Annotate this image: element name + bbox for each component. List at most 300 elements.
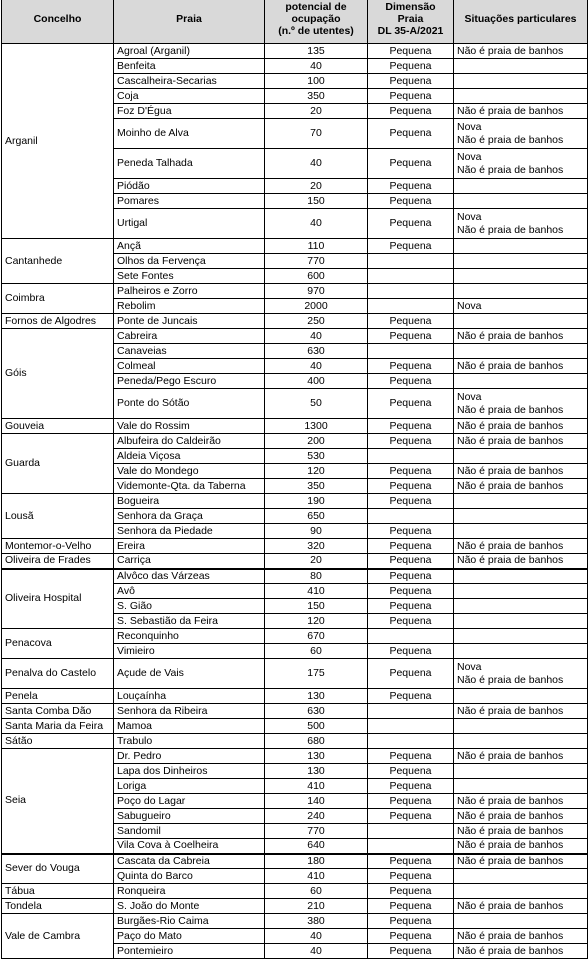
potencial-cell: 20 [265, 554, 368, 569]
situacoes-cell [454, 344, 588, 359]
situacao-text: Não é praia de banhos [457, 704, 564, 717]
situacoes-cell [454, 89, 588, 104]
dimensao-cell: Pequena [368, 689, 454, 704]
situacoes-cell [454, 374, 588, 389]
situacoes-cell [454, 749, 588, 764]
dimensao-cell: Pequena [368, 644, 454, 659]
potencial-cell: 130 [265, 749, 368, 764]
dimensao-cell: Pequena [368, 314, 454, 329]
potencial-cell: 40 [265, 209, 368, 239]
praia-cell: Lapa dos Dinheiros [114, 764, 265, 779]
situacao-text: Não é praia de banhos [457, 419, 564, 432]
potencial-cell: 410 [265, 869, 368, 884]
potencial-cell: 20 [265, 104, 368, 119]
header-dimensao [368, 0, 454, 44]
praia-cell: Agroal (Arganil) [114, 44, 265, 59]
table-row [2, 899, 588, 914]
praia-cell: Dr. Pedro [114, 749, 265, 764]
situacoes-cell [454, 449, 588, 464]
header-row [2, 0, 588, 44]
situacoes-cell [454, 389, 588, 419]
praia-cell: Trabulo [114, 734, 265, 749]
concelho-cell: Santa Maria da Feira [2, 719, 114, 734]
situacoes-cell [454, 539, 588, 554]
situacoes-cell [454, 929, 588, 944]
praia-cell: Poço do Lagar [114, 794, 265, 809]
potencial-cell: 40 [265, 944, 368, 959]
dimensao-cell: Pequena [368, 209, 454, 239]
concelho-cell: Fornos de Algodres [2, 314, 114, 329]
dimensao-cell: Pequena [368, 554, 454, 569]
header-potencial [265, 0, 368, 44]
situacao-text: Não é praia de banhos [457, 403, 564, 416]
situacao-text: Nova [457, 660, 482, 673]
dimensao-cell [368, 719, 454, 734]
situacao-text: Nova [457, 120, 482, 133]
concelho-cell: Seia [2, 749, 114, 854]
situacoes-cell [454, 884, 588, 899]
situacoes-cell [454, 74, 588, 89]
situacoes-cell [454, 119, 588, 149]
praia-cell: Bogueira [114, 494, 265, 509]
potencial-cell: 190 [265, 494, 368, 509]
potencial-cell: 135 [265, 44, 368, 59]
table-row [2, 749, 588, 764]
praia-cell: Ronqueira [114, 884, 265, 899]
situacoes-cell [454, 869, 588, 884]
dimensao-cell: Pequena [368, 614, 454, 629]
potencial-cell: 400 [265, 374, 368, 389]
potencial-cell: 630 [265, 704, 368, 719]
praia-cell: S. Gião [114, 599, 265, 614]
concelho-cell: Arganil [2, 44, 114, 239]
dimensao-cell: Pequena [368, 194, 454, 209]
praia-cell: S. Sebastião da Feira [114, 614, 265, 629]
praia-cell: Ponte do Sótão [114, 389, 265, 419]
potencial-cell: 640 [265, 839, 368, 854]
potencial-cell: 100 [265, 74, 368, 89]
praia-cell: Ançã [114, 239, 265, 254]
potencial-cell: 40 [265, 929, 368, 944]
potencial-cell: 1300 [265, 419, 368, 434]
concelho-cell: Oliveira Hospital [2, 569, 114, 629]
concelho-cell: Penalva do Castelo [2, 659, 114, 689]
potencial-cell: 20 [265, 179, 368, 194]
potencial-cell: 150 [265, 194, 368, 209]
table-row [2, 494, 588, 509]
praia-cell: Piódão [114, 179, 265, 194]
situacoes-cell [454, 44, 588, 59]
dimensao-cell [368, 254, 454, 269]
dimensao-cell: Pequena [368, 329, 454, 344]
situacao-text: Não é praia de banhos [457, 824, 564, 837]
situacoes-cell [454, 899, 588, 914]
table-row [2, 659, 588, 689]
situacoes-cell [454, 779, 588, 794]
dimensao-cell: Pequena [368, 524, 454, 539]
situacoes-cell [454, 149, 588, 179]
potencial-cell: 110 [265, 239, 368, 254]
dimensao-cell: Pequena [368, 59, 454, 74]
praia-cell: Mamoa [114, 719, 265, 734]
potencial-cell: 40 [265, 59, 368, 74]
dimensao-cell: Pequena [368, 104, 454, 119]
situacao-text: Não é praia de banhos [457, 929, 564, 942]
situacoes-cell [454, 494, 588, 509]
table-row [2, 629, 588, 644]
situacoes-cell [454, 329, 588, 344]
concelho-cell: Tondela [2, 899, 114, 914]
dimensao-cell [368, 629, 454, 644]
potencial-cell: 770 [265, 254, 368, 269]
potencial-cell: 630 [265, 344, 368, 359]
dimensao-cell [368, 344, 454, 359]
potencial-cell: 500 [265, 719, 368, 734]
potencial-cell: 650 [265, 509, 368, 524]
situacoes-cell [454, 209, 588, 239]
table-row [2, 314, 588, 329]
praia-cell: Pomares [114, 194, 265, 209]
praia-cell: Peneda/Pego Escuro [114, 374, 265, 389]
dimensao-cell: Pequena [368, 359, 454, 374]
praia-cell: Cascata da Cabreia [114, 854, 265, 869]
table-row [2, 719, 588, 734]
situacoes-cell [454, 659, 588, 689]
praia-cell: Vale do Mondego [114, 464, 265, 479]
praia-cell: Louçaínha [114, 689, 265, 704]
dimensao-cell: Pequena [368, 89, 454, 104]
situacao-text: Não é praia de banhos [457, 839, 564, 852]
dimensao-cell: Pequena [368, 419, 454, 434]
dimensao-cell [368, 704, 454, 719]
praia-cell: Moinho de Alva [114, 119, 265, 149]
table-row [2, 434, 588, 449]
situacoes-cell [454, 434, 588, 449]
situacoes-cell [454, 569, 588, 584]
praia-cell: Albufeira do Caldeirão [114, 434, 265, 449]
situacao-text: Não é praia de banhos [457, 554, 564, 567]
praia-cell: Canaveias [114, 344, 265, 359]
potencial-cell: 90 [265, 524, 368, 539]
potencial-cell: 60 [265, 884, 368, 899]
praia-cell: Vila Cova à Coelheira [114, 839, 265, 854]
potencial-cell: 130 [265, 689, 368, 704]
dimensao-cell: Pequena [368, 764, 454, 779]
praia-cell: Burgães-Rio Caima [114, 914, 265, 929]
header-concelho: Concelho [2, 0, 114, 44]
dimensao-cell: Pequena [368, 869, 454, 884]
dimensao-cell: Pequena [368, 434, 454, 449]
concelho-cell: Tábua [2, 884, 114, 899]
concelho-cell: Guarda [2, 434, 114, 494]
situacoes-cell [454, 599, 588, 614]
concelho-cell: Cantanhede [2, 239, 114, 284]
concelho-cell: Santa Comba Dão [2, 704, 114, 719]
situacoes-cell [454, 944, 588, 959]
dimensao-cell: Pequena [368, 149, 454, 179]
situacoes-cell [454, 284, 588, 299]
potencial-cell: 410 [265, 779, 368, 794]
situacoes-cell [454, 839, 588, 854]
dimensao-cell [368, 284, 454, 299]
header-dimensao-line: Dimensão [385, 1, 436, 13]
praia-cell: Loriga [114, 779, 265, 794]
dimensao-cell [368, 269, 454, 284]
dimensao-cell: Pequena [368, 929, 454, 944]
situacoes-cell [454, 794, 588, 809]
situacoes-cell [454, 854, 588, 869]
situacoes-cell [454, 464, 588, 479]
concelho-cell: Sever do Vouga [2, 854, 114, 884]
potencial-cell: 150 [265, 599, 368, 614]
situacoes-cell [454, 704, 588, 719]
dimensao-cell: Pequena [368, 119, 454, 149]
potencial-cell: 60 [265, 644, 368, 659]
header-potencial-line: ocupação [291, 13, 341, 25]
situacao-text: Não é praia de banhos [457, 809, 564, 822]
potencial-cell: 680 [265, 734, 368, 749]
situacoes-cell [454, 914, 588, 929]
potencial-cell: 970 [265, 284, 368, 299]
situacao-text: Não é praia de banhos [457, 44, 564, 57]
dimensao-cell: Pequena [368, 854, 454, 869]
situacoes-cell [454, 719, 588, 734]
dimensao-cell: Pequena [368, 944, 454, 959]
dimensao-cell: Pequena [368, 239, 454, 254]
concelho-cell: Góis [2, 329, 114, 419]
situacoes-cell [454, 269, 588, 284]
potencial-cell: 530 [265, 449, 368, 464]
concelho-cell: Lousã [2, 494, 114, 539]
potencial-cell: 120 [265, 614, 368, 629]
table-body [2, 44, 588, 959]
situacao-text: Não é praia de banhos [457, 539, 564, 552]
potencial-cell: 380 [265, 914, 368, 929]
praia-cell: Senhora da Piedade [114, 524, 265, 539]
situacoes-cell [454, 419, 588, 434]
situacao-text: Nova [457, 150, 482, 163]
situacao-text: Não é praia de banhos [457, 329, 564, 342]
situacao-text: Não é praia de banhos [457, 104, 564, 117]
dimensao-cell: Pequena [368, 779, 454, 794]
potencial-cell: 670 [265, 629, 368, 644]
situacoes-cell [454, 809, 588, 824]
potencial-cell: 770 [265, 824, 368, 839]
situacoes-cell [454, 644, 588, 659]
dimensao-cell [368, 839, 454, 854]
situacao-text: Não é praia de banhos [457, 359, 564, 372]
potencial-cell: 200 [265, 434, 368, 449]
situacoes-cell [454, 689, 588, 704]
praia-cell: Alvôco das Várzeas [114, 569, 265, 584]
dimensao-cell: Pequena [368, 569, 454, 584]
dimensao-cell: Pequena [368, 479, 454, 494]
table-row [2, 884, 588, 899]
situacoes-cell [454, 314, 588, 329]
dimensao-cell [368, 824, 454, 839]
situacoes-cell [454, 59, 588, 74]
situacao-text: Não é praia de banhos [457, 434, 564, 447]
situacao-text: Não é praia de banhos [457, 749, 564, 762]
table-row [2, 734, 588, 749]
dimensao-cell: Pequena [368, 389, 454, 419]
potencial-cell: 320 [265, 539, 368, 554]
praia-cell: Benfeita [114, 59, 265, 74]
potencial-cell: 70 [265, 119, 368, 149]
praia-cell: Cabreira [114, 329, 265, 344]
dimensao-cell: Pequena [368, 809, 454, 824]
situacoes-cell [454, 179, 588, 194]
praia-cell: Avô [114, 584, 265, 599]
praia-cell: Ereira [114, 539, 265, 554]
situacao-text: Não é praia de banhos [457, 223, 564, 236]
potencial-cell: 40 [265, 359, 368, 374]
potencial-cell: 175 [265, 659, 368, 689]
situacao-text: Nova [457, 210, 482, 223]
situacao-text: Não é praia de banhos [457, 794, 564, 807]
situacoes-cell [454, 734, 588, 749]
potencial-cell: 180 [265, 854, 368, 869]
dimensao-cell: Pequena [368, 749, 454, 764]
dimensao-cell [368, 734, 454, 749]
praia-cell: Sandomil [114, 824, 265, 839]
dimensao-cell: Pequena [368, 179, 454, 194]
situacoes-cell [454, 524, 588, 539]
praia-cell: Ponte de Juncais [114, 314, 265, 329]
praia-cell: Aldeia Viçosa [114, 449, 265, 464]
concelho-cell: Penacova [2, 629, 114, 659]
table-row [2, 704, 588, 719]
dimensao-cell: Pequena [368, 899, 454, 914]
potencial-cell: 140 [265, 794, 368, 809]
dimensao-cell: Pequena [368, 914, 454, 929]
dimensao-cell [368, 299, 454, 314]
praia-cell: Urtigal [114, 209, 265, 239]
header-dimensao-line: Praia [397, 13, 424, 25]
praia-cell: Paço do Mato [114, 929, 265, 944]
praia-cell: Reconquinho [114, 629, 265, 644]
concelho-cell: Gouveia [2, 419, 114, 434]
table-row [2, 914, 588, 929]
praia-cell: Palheiros e Zorro [114, 284, 265, 299]
dimensao-cell: Pequena [368, 794, 454, 809]
situacoes-cell [454, 479, 588, 494]
praia-cell: Coja [114, 89, 265, 104]
dimensao-cell: Pequena [368, 494, 454, 509]
situacoes-cell [454, 299, 588, 314]
potencial-cell: 350 [265, 89, 368, 104]
concelho-cell: Vale de Cambra [2, 914, 114, 959]
situacoes-cell [454, 239, 588, 254]
table-row [2, 854, 588, 869]
dimensao-cell: Pequena [368, 44, 454, 59]
praia-cell: Sete Fontes [114, 269, 265, 284]
dimensao-cell: Pequena [368, 584, 454, 599]
praia-cell: Rebolim [114, 299, 265, 314]
situacoes-cell [454, 554, 588, 569]
potencial-cell: 130 [265, 764, 368, 779]
situacao-text: Não é praia de banhos [457, 464, 564, 477]
potencial-cell: 40 [265, 149, 368, 179]
praia-cell: Senhora da Graça [114, 509, 265, 524]
concelho-cell: Oliveira de Frades [2, 554, 114, 569]
potencial-cell: 240 [265, 809, 368, 824]
concelho-cell: Sátão [2, 734, 114, 749]
potencial-cell: 40 [265, 329, 368, 344]
situacao-text: Não é praia de banhos [457, 479, 564, 492]
situacao-text: Nova [457, 299, 482, 312]
situacao-text: Não é praia de banhos [457, 133, 564, 146]
situacao-text: Não é praia de banhos [457, 899, 564, 912]
potencial-cell: 210 [265, 899, 368, 914]
concelho-cell: Penela [2, 689, 114, 704]
header-potencial-line: (n.º de utentes) [278, 25, 354, 37]
potencial-cell: 600 [265, 269, 368, 284]
praias-table [1, 0, 588, 959]
dimensao-cell: Pequena [368, 884, 454, 899]
situacoes-cell [454, 764, 588, 779]
praia-cell: Cascalheira-Secarias [114, 74, 265, 89]
praia-cell: Colmeal [114, 359, 265, 374]
dimensao-cell: Pequena [368, 464, 454, 479]
potencial-cell: 350 [265, 479, 368, 494]
situacoes-cell [454, 584, 588, 599]
dimensao-cell: Pequena [368, 374, 454, 389]
praia-cell: Senhora da Ribeira [114, 704, 265, 719]
situacoes-cell [454, 104, 588, 119]
potencial-cell: 120 [265, 464, 368, 479]
dimensao-cell: Pequena [368, 74, 454, 89]
situacoes-cell [454, 194, 588, 209]
table-row [2, 689, 588, 704]
table-row [2, 539, 588, 554]
potencial-cell: 410 [265, 584, 368, 599]
header-potencial-line: potencial de [285, 1, 347, 13]
praia-cell: Sabugueiro [114, 809, 265, 824]
praia-cell: Vale do Rossim [114, 419, 265, 434]
dimensao-cell [368, 509, 454, 524]
potencial-cell: 250 [265, 314, 368, 329]
situacoes-cell [454, 614, 588, 629]
praia-cell: Quinta do Barco [114, 869, 265, 884]
praia-cell: Vimieiro [114, 644, 265, 659]
dimensao-cell: Pequena [368, 539, 454, 554]
praia-cell: Foz D'Égua [114, 104, 265, 119]
situacao-text: Não é praia de banhos [457, 673, 564, 686]
table-row [2, 284, 588, 299]
situacoes-cell [454, 629, 588, 644]
situacao-text: Não é praia de banhos [457, 854, 564, 867]
praia-cell: Peneda Talhada [114, 149, 265, 179]
dimensao-cell: Pequena [368, 599, 454, 614]
potencial-cell: 80 [265, 569, 368, 584]
situacao-text: Não é praia de banhos [457, 944, 564, 957]
praia-cell: Videmonte-Qta. da Taberna [114, 479, 265, 494]
dimensao-cell: Pequena [368, 659, 454, 689]
situacoes-cell [454, 254, 588, 269]
header-situacoes: Situações particulares [454, 0, 588, 44]
table-row [2, 419, 588, 434]
concelho-cell: Montemor-o-Velho [2, 539, 114, 554]
concelho-cell: Coimbra [2, 284, 114, 314]
situacoes-cell [454, 359, 588, 374]
situacao-text: Nova [457, 390, 482, 403]
situacao-text: Não é praia de banhos [457, 163, 564, 176]
dimensao-cell [368, 449, 454, 464]
praia-cell: Carriça [114, 554, 265, 569]
situacoes-cell [454, 824, 588, 839]
header-praia: Praia [114, 0, 265, 44]
